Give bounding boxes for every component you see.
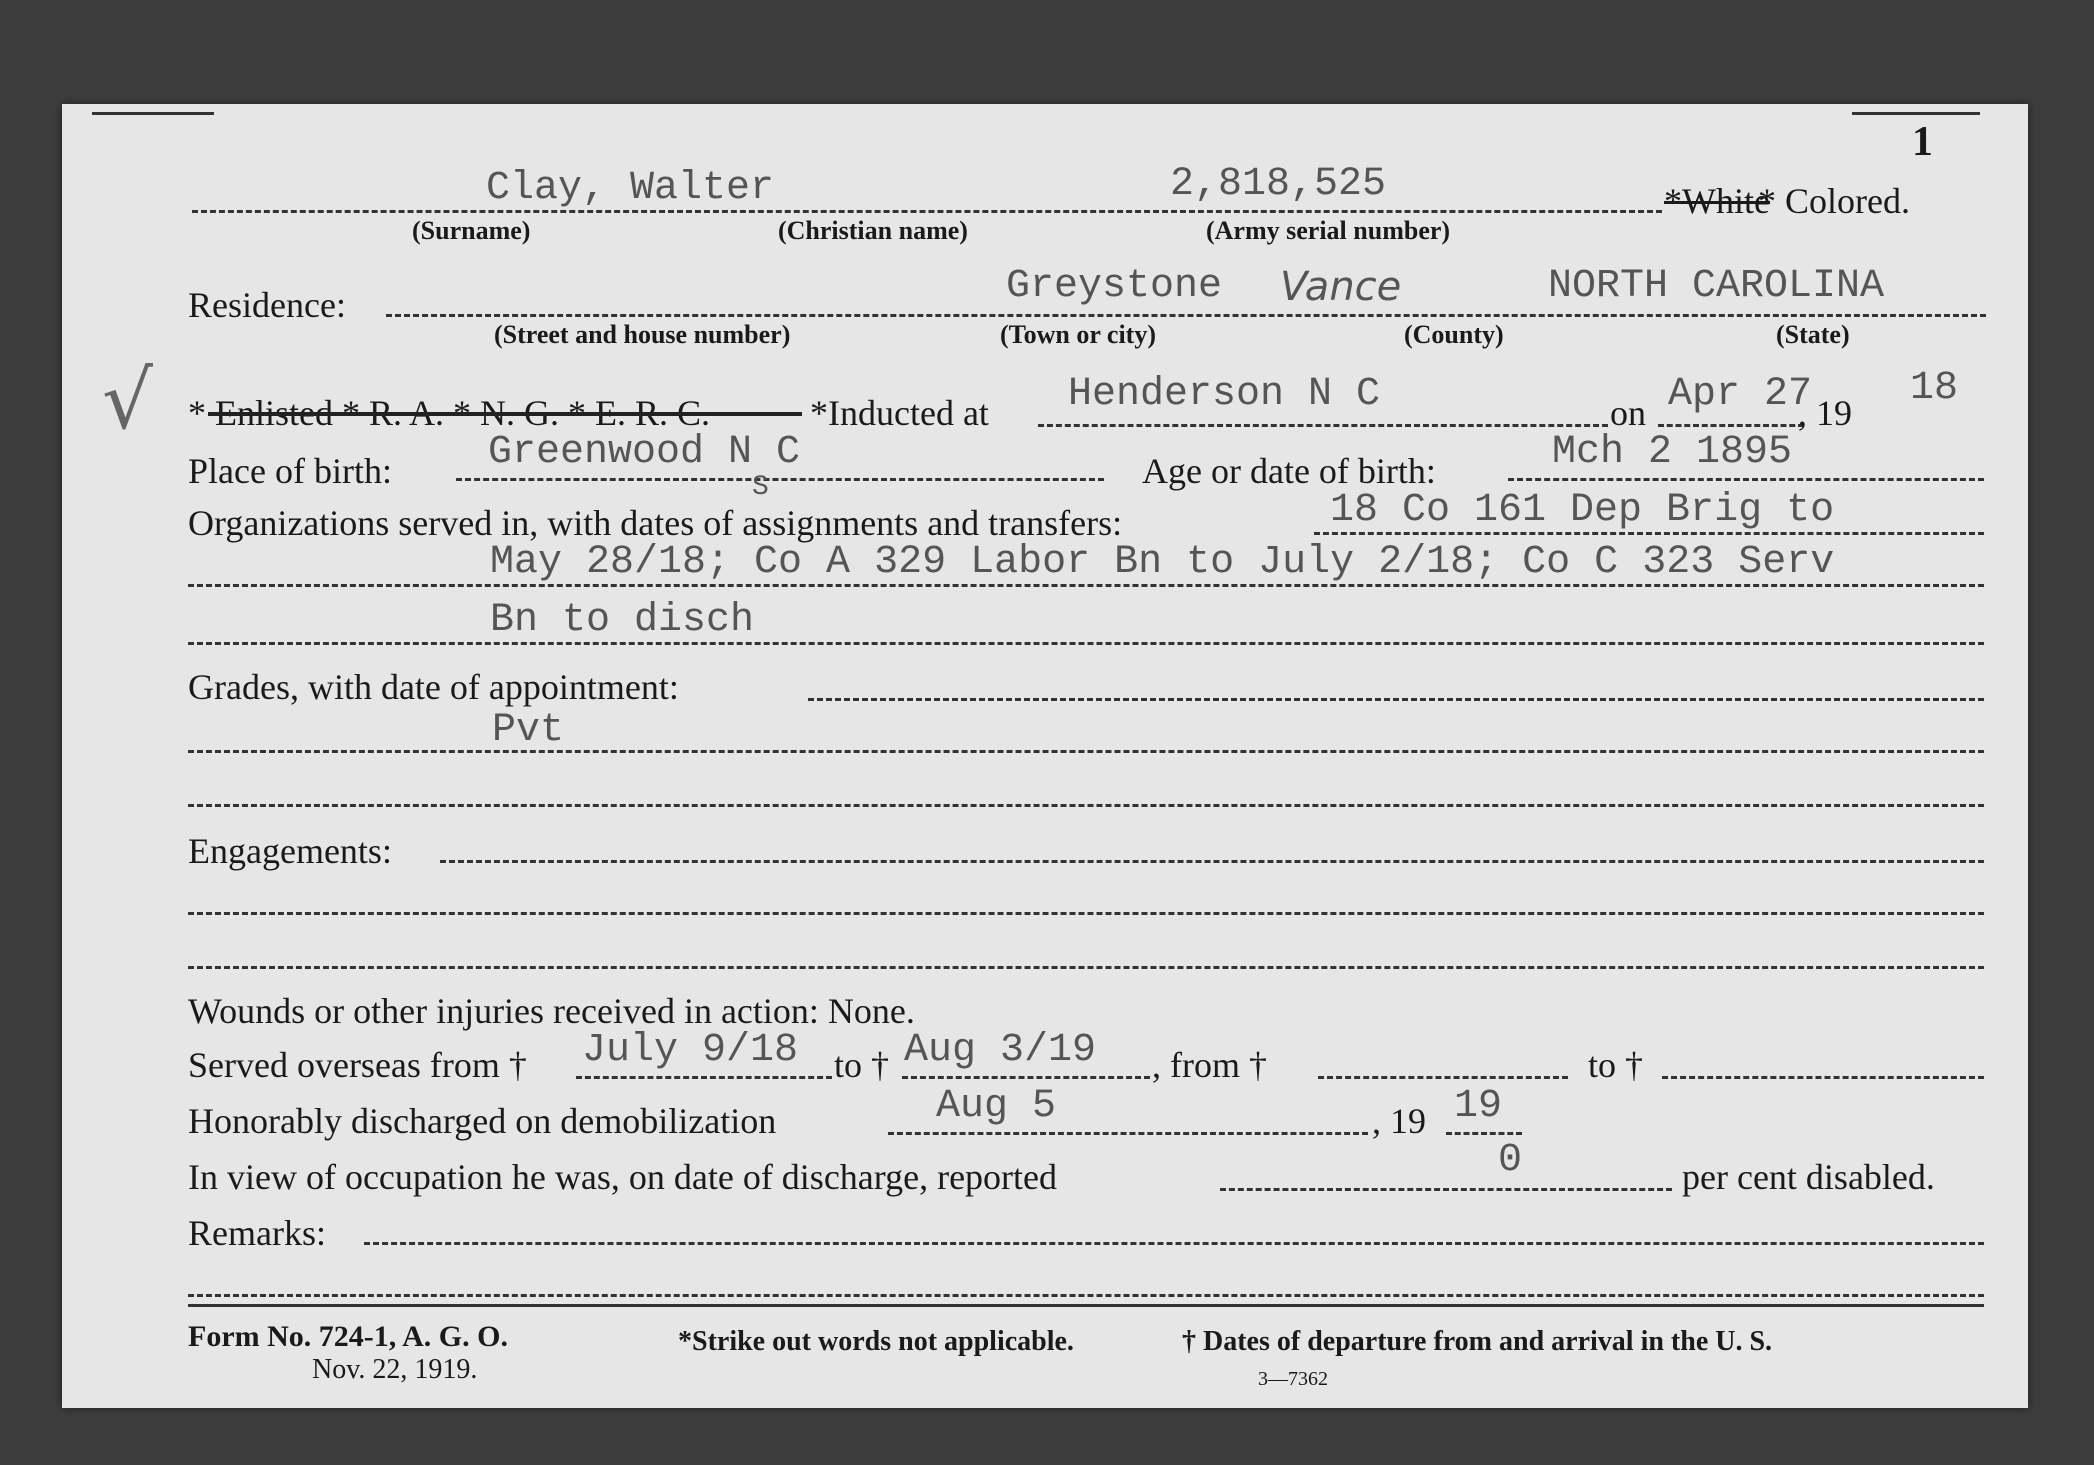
remarks-line-1: [364, 1242, 1984, 1245]
label-serial: (Army serial number): [1206, 216, 1451, 245]
label-christian: (Christian name): [778, 216, 968, 245]
induction-year-prefix: , 19: [1798, 393, 1852, 433]
form-date: Nov. 22, 1919.: [312, 1354, 478, 1385]
discharge-label: Honorably discharged on demobilization: [188, 1101, 777, 1141]
label-surname: (Surname): [412, 216, 531, 245]
organizations-value-2: May 28/18; Co A 329 Labor Bn to July 2/18; Co C 323 Serv: [490, 540, 1835, 585]
engagements-line-3: [188, 966, 1984, 969]
inducted-at: Henderson N C: [1068, 372, 1381, 417]
residence-county: Vance: [1280, 264, 1402, 310]
discharge-date: Aug 5: [936, 1084, 1057, 1129]
disability-label: In view of occupation he was, on date of discharge, reported: [188, 1157, 1058, 1197]
engagements-label: Engagements:: [188, 831, 392, 871]
remarks-label: Remarks:: [188, 1213, 326, 1253]
card-number: 1: [1912, 119, 1933, 165]
birth-place: Greenwood N C: [488, 430, 801, 475]
discharge-year: 19: [1454, 1084, 1503, 1129]
overseas-to-label: to †: [834, 1045, 890, 1085]
overseas-from: July 9/18: [582, 1028, 799, 1073]
residence-town: Greystone: [1006, 264, 1223, 309]
grades-line-1: [808, 698, 1984, 701]
top-left-rule: [92, 112, 214, 115]
induction-date-line: [1658, 424, 1804, 427]
grades-value: Pvt: [492, 708, 565, 753]
birth-date-line: [1508, 478, 1984, 481]
on-label: on: [1610, 393, 1646, 433]
residence-label: Residence:: [188, 285, 346, 325]
engagements-line-2: [188, 912, 1984, 915]
overseas-to2-label: to †: [1588, 1045, 1644, 1085]
overseas-from-label: Served overseas from †: [188, 1045, 527, 1085]
inducted-line: [1038, 424, 1608, 427]
wounds-label: Wounds or other injuries received in action: None.: [188, 991, 915, 1031]
grades-label: Grades, with date of appointment:: [188, 667, 679, 707]
organizations-label: Organizations served in, with dates of assignments and transfers:: [188, 503, 1123, 543]
induction-year: 18: [1910, 366, 1959, 411]
name-line: [192, 210, 1662, 213]
race-colored: * Colored.: [1758, 181, 1910, 221]
residence-state: NORTH CAROLINA: [1548, 264, 1885, 309]
overseas-to2-line: [1662, 1076, 1984, 1079]
discharge-year-line: [1446, 1132, 1522, 1135]
remarks-line-2: [188, 1294, 1984, 1297]
disability-line: [1220, 1188, 1672, 1191]
grades-line-2: [188, 750, 1984, 753]
top-right-rule: [1852, 112, 1980, 115]
print-code: 3—7362: [1258, 1368, 1328, 1390]
form-number: Form No. 724-1, A. G. O.: [188, 1320, 508, 1353]
engagements-line-1: [440, 860, 1984, 863]
label-town: (Town or city): [1000, 320, 1156, 349]
organizations-line-3: [188, 642, 1984, 645]
enlisted-struck: * Enlisted * R. A. * N. G. * E. R. C.: [188, 393, 711, 433]
enlisted-strike-line: [208, 412, 802, 416]
discharge-year-prefix: , 19: [1372, 1101, 1426, 1141]
birth-place-mark: S: [752, 472, 769, 503]
disability-value: 0: [1498, 1138, 1523, 1183]
overseas-from-line: [576, 1076, 832, 1079]
disability-suffix: per cent disabled.: [1682, 1157, 1935, 1197]
birth-date: Mch 2 1895: [1552, 430, 1793, 475]
inducted-label: *Inducted at: [810, 393, 989, 433]
overseas-to-line: [902, 1076, 1150, 1079]
dagger-note: † Dates of departure from and arrival in the U. S.: [1182, 1326, 1773, 1357]
overseas-to: Aug 3/19: [904, 1028, 1097, 1073]
overseas-from2-line: [1318, 1076, 1568, 1079]
organizations-value-3: Bn to disch: [490, 598, 755, 643]
discharge-date-line: [888, 1132, 1368, 1135]
footer-rule: [188, 1304, 1984, 1307]
birth-date-label: Age or date of birth:: [1142, 451, 1436, 491]
race-white-struck: [1664, 180, 1770, 222]
overseas-from2-label: , from †: [1152, 1045, 1267, 1085]
grades-line-3: [188, 804, 1984, 807]
race-white: *White: [1664, 181, 1770, 221]
label-county: (County): [1404, 320, 1504, 349]
birth-place-line: [456, 478, 1104, 481]
label-street: (Street and house number): [494, 320, 791, 349]
check-mark: √: [102, 354, 153, 447]
induction-date: Apr 27: [1668, 372, 1813, 417]
strike-note: *Strike out words not applicable.: [678, 1326, 1074, 1357]
surname-value: Clay, Walter: [486, 166, 775, 211]
organizations-value-1: 18 Co 161 Dep Brig to: [1330, 488, 1835, 533]
birth-place-label: Place of birth:: [188, 451, 392, 491]
service-record-card: [62, 104, 2028, 1408]
label-state: (State): [1776, 320, 1850, 349]
residence-line: [386, 314, 1986, 317]
serial-value: 2,818,525: [1170, 162, 1387, 207]
